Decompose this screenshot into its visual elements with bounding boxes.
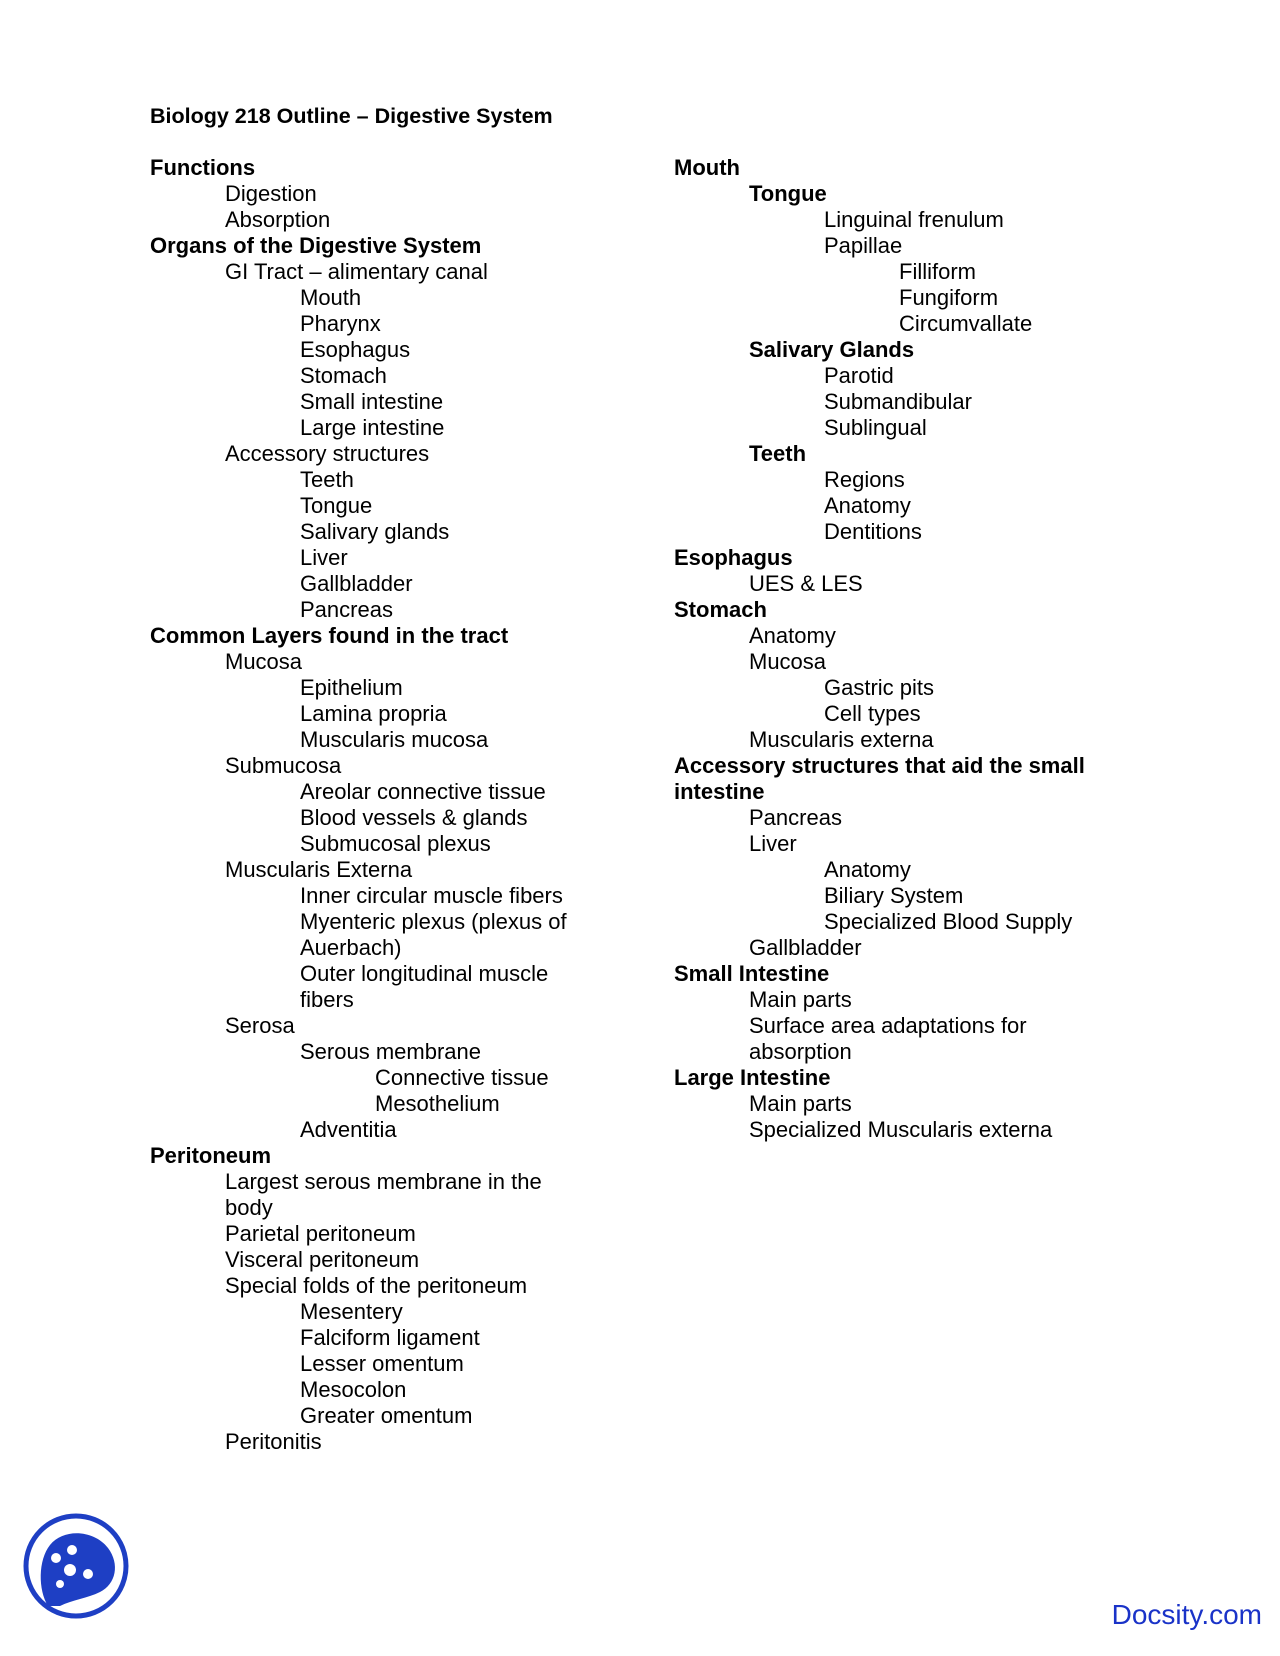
outline-item-left_column-8: Stomach <box>300 363 387 388</box>
outline-item-left_column-14: Salivary glands <box>300 519 450 544</box>
outline-heading-right_column-1: Tongue <box>749 181 827 206</box>
outline-item-left_column-44: Mesentery <box>300 1299 403 1324</box>
outline-item-right_column-5: Fungiform <box>899 285 999 310</box>
outline-item-right_column-18: Anatomy <box>749 623 836 648</box>
outline-right-list <box>674 155 1144 1143</box>
outline-item-left_column-35: Connective tissue <box>375 1065 549 1090</box>
outline-item-right_column-28: Biliary System <box>824 883 964 908</box>
outline-item-left_column-45: Falciform ligament <box>300 1325 480 1350</box>
outline-item-right_column-9: Submandibular <box>824 389 972 414</box>
outline-item-left_column-25: Blood vessels & glands <box>300 805 528 830</box>
outline-right-column <box>674 155 1144 1143</box>
outline-heading-right_column-31: Small Intestine <box>674 961 830 986</box>
outline-heading-left_column-3: Organs of the Digestive System <box>150 233 482 258</box>
outline-item-right_column-33: Surface area adaptations for <box>749 1013 1027 1038</box>
outline-heading-right_column-17: Stomach <box>674 597 767 622</box>
outline-heading-right_column-7: Salivary Glands <box>749 337 915 362</box>
outline-item-right_column-22: Muscularis externa <box>749 727 934 752</box>
outline-left-list <box>150 155 590 1455</box>
outline-item-left_column-24: Areolar connective tissue <box>300 779 546 804</box>
outline-item-left_column-42: Visceral peritoneum <box>225 1247 420 1272</box>
outline-heading-right_column-0: Mouth <box>674 155 740 180</box>
outline-item-right_column-6: Circumvallate <box>899 311 1033 336</box>
outline-item-left_column-16: Gallbladder <box>300 571 413 596</box>
outline-item-right_column-4: Filliform <box>899 259 976 284</box>
outline-item-left_column-37: Adventitia <box>300 1117 397 1142</box>
outline-item-left_column-43: Special folds of the peritoneum <box>225 1273 528 1298</box>
outline-left-column <box>150 155 590 1455</box>
outline-item-left_column-48: Greater omentum <box>300 1403 473 1428</box>
outline-heading-right_column-24: intestine <box>674 779 765 804</box>
docsity-logo-icon[interactable] <box>20 1510 132 1622</box>
outline-item-right_column-37: Specialized Muscularis externa <box>749 1117 1053 1142</box>
outline-item-left_column-28: Inner circular muscle fibers <box>300 883 563 908</box>
outline-item-right_column-12: Regions <box>824 467 905 492</box>
outline-item-left_column-7: Esophagus <box>300 337 411 362</box>
outline-item-left_column-31: Outer longitudinal muscle <box>300 961 549 986</box>
outline-item-left_column-19: Mucosa <box>225 649 303 674</box>
outline-item-left_column-12: Teeth <box>300 467 354 492</box>
outline-item-left_column-39: Largest serous membrane in the <box>225 1169 542 1194</box>
outline-item-left_column-22: Muscularis mucosa <box>300 727 489 752</box>
outline-item-left_column-33: Serosa <box>225 1013 295 1038</box>
outline-item-left_column-26: Submucosal plexus <box>300 831 491 856</box>
outline-heading-right_column-15: Esophagus <box>674 545 793 570</box>
outline-item-left_column-49: Peritonitis <box>225 1429 322 1454</box>
outline-heading-right_column-23: Accessory structures that aid the small <box>674 753 1085 778</box>
outline-item-right_column-32: Main parts <box>749 987 852 1012</box>
outline-item-left_column-5: Mouth <box>300 285 362 310</box>
outline-item-left_column-10: Large intestine <box>300 415 445 440</box>
outline-item-left_column-6: Pharynx <box>300 311 381 336</box>
outline-item-right_column-25: Pancreas <box>749 805 842 830</box>
outline-item-right_column-26: Liver <box>749 831 797 856</box>
outline-item-left_column-1: Digestion <box>225 181 317 206</box>
outline-item-left_column-13: Tongue <box>300 493 373 518</box>
outline-item-right_column-13: Anatomy <box>824 493 911 518</box>
outline-item-left_column-40: body <box>225 1195 273 1220</box>
outline-item-left_column-4: GI Tract – alimentary canal <box>225 259 488 284</box>
outline-item-right_column-3: Papillae <box>824 233 903 258</box>
outline-heading-left_column-38: Peritoneum <box>150 1143 272 1168</box>
outline-item-left_column-46: Lesser omentum <box>300 1351 464 1376</box>
outline-item-left_column-9: Small intestine <box>300 389 444 414</box>
outline-item-left_column-34: Serous membrane <box>300 1039 481 1064</box>
outline-item-left_column-15: Liver <box>300 545 348 570</box>
outline-item-right_column-21: Cell types <box>824 701 921 726</box>
outline-item-left_column-47: Mesocolon <box>300 1377 407 1402</box>
outline-item-left_column-21: Lamina propria <box>300 701 447 726</box>
outline-item-right_column-29: Specialized Blood Supply <box>824 909 1073 934</box>
outline-item-right_column-20: Gastric pits <box>824 675 935 700</box>
outline-item-right_column-14: Dentitions <box>824 519 922 544</box>
outline-item-left_column-32: fibers <box>300 987 354 1012</box>
document-title: Biology 218 Outline – Digestive System <box>150 104 553 128</box>
outline-item-right_column-8: Parotid <box>824 363 894 388</box>
outline-item-right_column-2: Linguinal frenulum <box>824 207 1004 232</box>
outline-item-right_column-36: Main parts <box>749 1091 852 1116</box>
outline-item-right_column-30: Gallbladder <box>749 935 862 960</box>
outline-item-left_column-27: Muscularis Externa <box>225 857 413 882</box>
outline-item-right_column-16: UES & LES <box>749 571 863 596</box>
outline-item-left_column-20: Epithelium <box>300 675 403 700</box>
outline-item-left_column-30: Auerbach) <box>300 935 402 960</box>
outline-heading-right_column-11: Teeth <box>749 441 807 466</box>
outline-item-left_column-23: Submucosa <box>225 753 342 778</box>
outline-heading-left_column-18: Common Layers found in the tract <box>150 623 509 648</box>
outline-item-left_column-17: Pancreas <box>300 597 393 622</box>
outline-item-left_column-41: Parietal peritoneum <box>225 1221 416 1246</box>
outline-item-left_column-11: Accessory structures <box>225 441 430 466</box>
outline-item-left_column-29: Myenteric plexus (plexus of <box>300 909 567 934</box>
outline-item-right_column-19: Mucosa <box>749 649 827 674</box>
outline-item-left_column-36: Mesothelium <box>375 1091 500 1116</box>
outline-item-right_column-10: Sublingual <box>824 415 927 440</box>
outline-item-left_column-2: Absorption <box>225 207 331 232</box>
outline-heading-right_column-35: Large Intestine <box>674 1065 831 1090</box>
outline-item-right_column-27: Anatomy <box>824 857 911 882</box>
outline-heading-left_column-0: Functions <box>150 155 256 180</box>
outline-item-right_column-34: absorption <box>749 1039 852 1064</box>
docsity-brand-link[interactable]: Docsity.com <box>1111 1599 1262 1630</box>
